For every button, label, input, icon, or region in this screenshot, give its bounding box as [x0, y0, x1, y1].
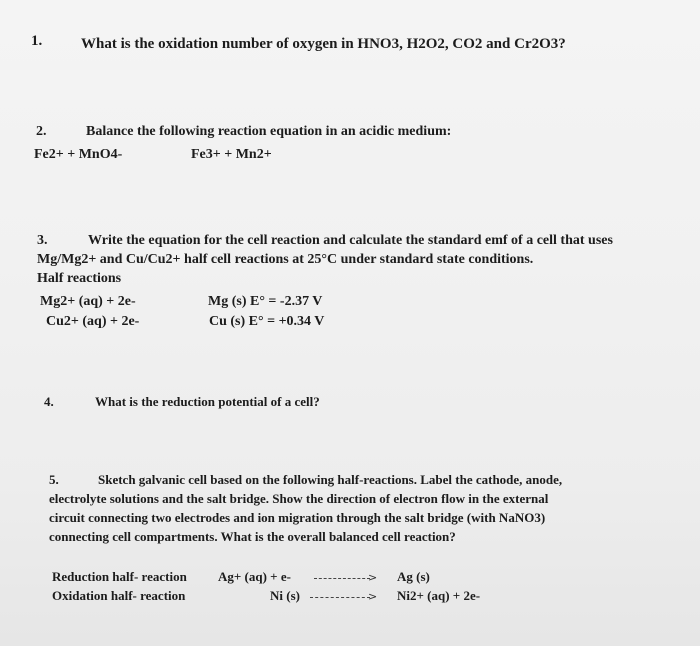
reduction-label: Reduction half- reaction: [52, 569, 187, 584]
question-2-number: 2.: [36, 124, 47, 139]
half-reaction-2-right: Cu (s) E° = +0.34 V: [209, 314, 325, 329]
question-1-number: 1.: [31, 33, 43, 49]
question-5-line-4: connecting cell compartments. What is the overall balanced cell reaction?: [49, 529, 456, 544]
question-5-number: 5.: [49, 472, 59, 487]
oxidation-arrow-shaft: [310, 597, 370, 598]
question-5-line-3: circuit connecting two electrodes and ion migration through the salt bridge (with NaNO3): [49, 510, 546, 525]
question-3-line-1: Write the equation for the cell reaction and calculate the standard emf of a cell that uses: [88, 233, 613, 248]
question-3-line-2: Mg/Mg2+ and Cu/Cu2+ half cell reactions at 25°C under standard state conditions.: [37, 252, 534, 267]
question-5-line-2: electrolyte solutions and the salt bridge. Show the direction of electron flow in the external: [49, 491, 549, 506]
reduction-arrow-shaft: [314, 578, 370, 579]
reduction-left: Ag+ (aq) + e-: [218, 569, 291, 584]
half-reactions-heading: Half reactions: [37, 271, 122, 286]
oxidation-arrow-icon: >: [368, 590, 378, 603]
question-2-text: Balance the following reaction equation in an acidic medium:: [86, 124, 452, 139]
question-2-reactants: Fe2+ + MnO4-: [34, 147, 123, 162]
question-4-text: What is the reduction potential of a cell?: [95, 394, 320, 409]
half-reaction-1-right: Mg (s) E° = -2.37 V: [208, 294, 323, 309]
half-reaction-1-left: Mg2+ (aq) + 2e-: [40, 294, 136, 309]
oxidation-right: Ni2+ (aq) + 2e-: [397, 588, 481, 603]
question-2-products: Fe3+ + Mn2+: [191, 147, 272, 162]
half-reaction-2-left: Cu2+ (aq) + 2e-: [46, 314, 140, 329]
reduction-right: Ag (s): [397, 569, 430, 584]
question-1-text: What is the oxidation number of oxygen in HNO3, H2O2, CO2 and Cr2O3?: [81, 36, 566, 52]
question-3-number: 3.: [37, 233, 48, 248]
oxidation-label: Oxidation half- reaction: [52, 588, 186, 603]
reduction-arrow-icon: >: [368, 571, 378, 584]
question-5-line-1: Sketch galvanic cell based on the following half-reactions. Label the cathode, anode,: [98, 472, 563, 487]
oxidation-left: Ni (s): [270, 588, 300, 603]
question-4-number: 4.: [44, 394, 54, 409]
